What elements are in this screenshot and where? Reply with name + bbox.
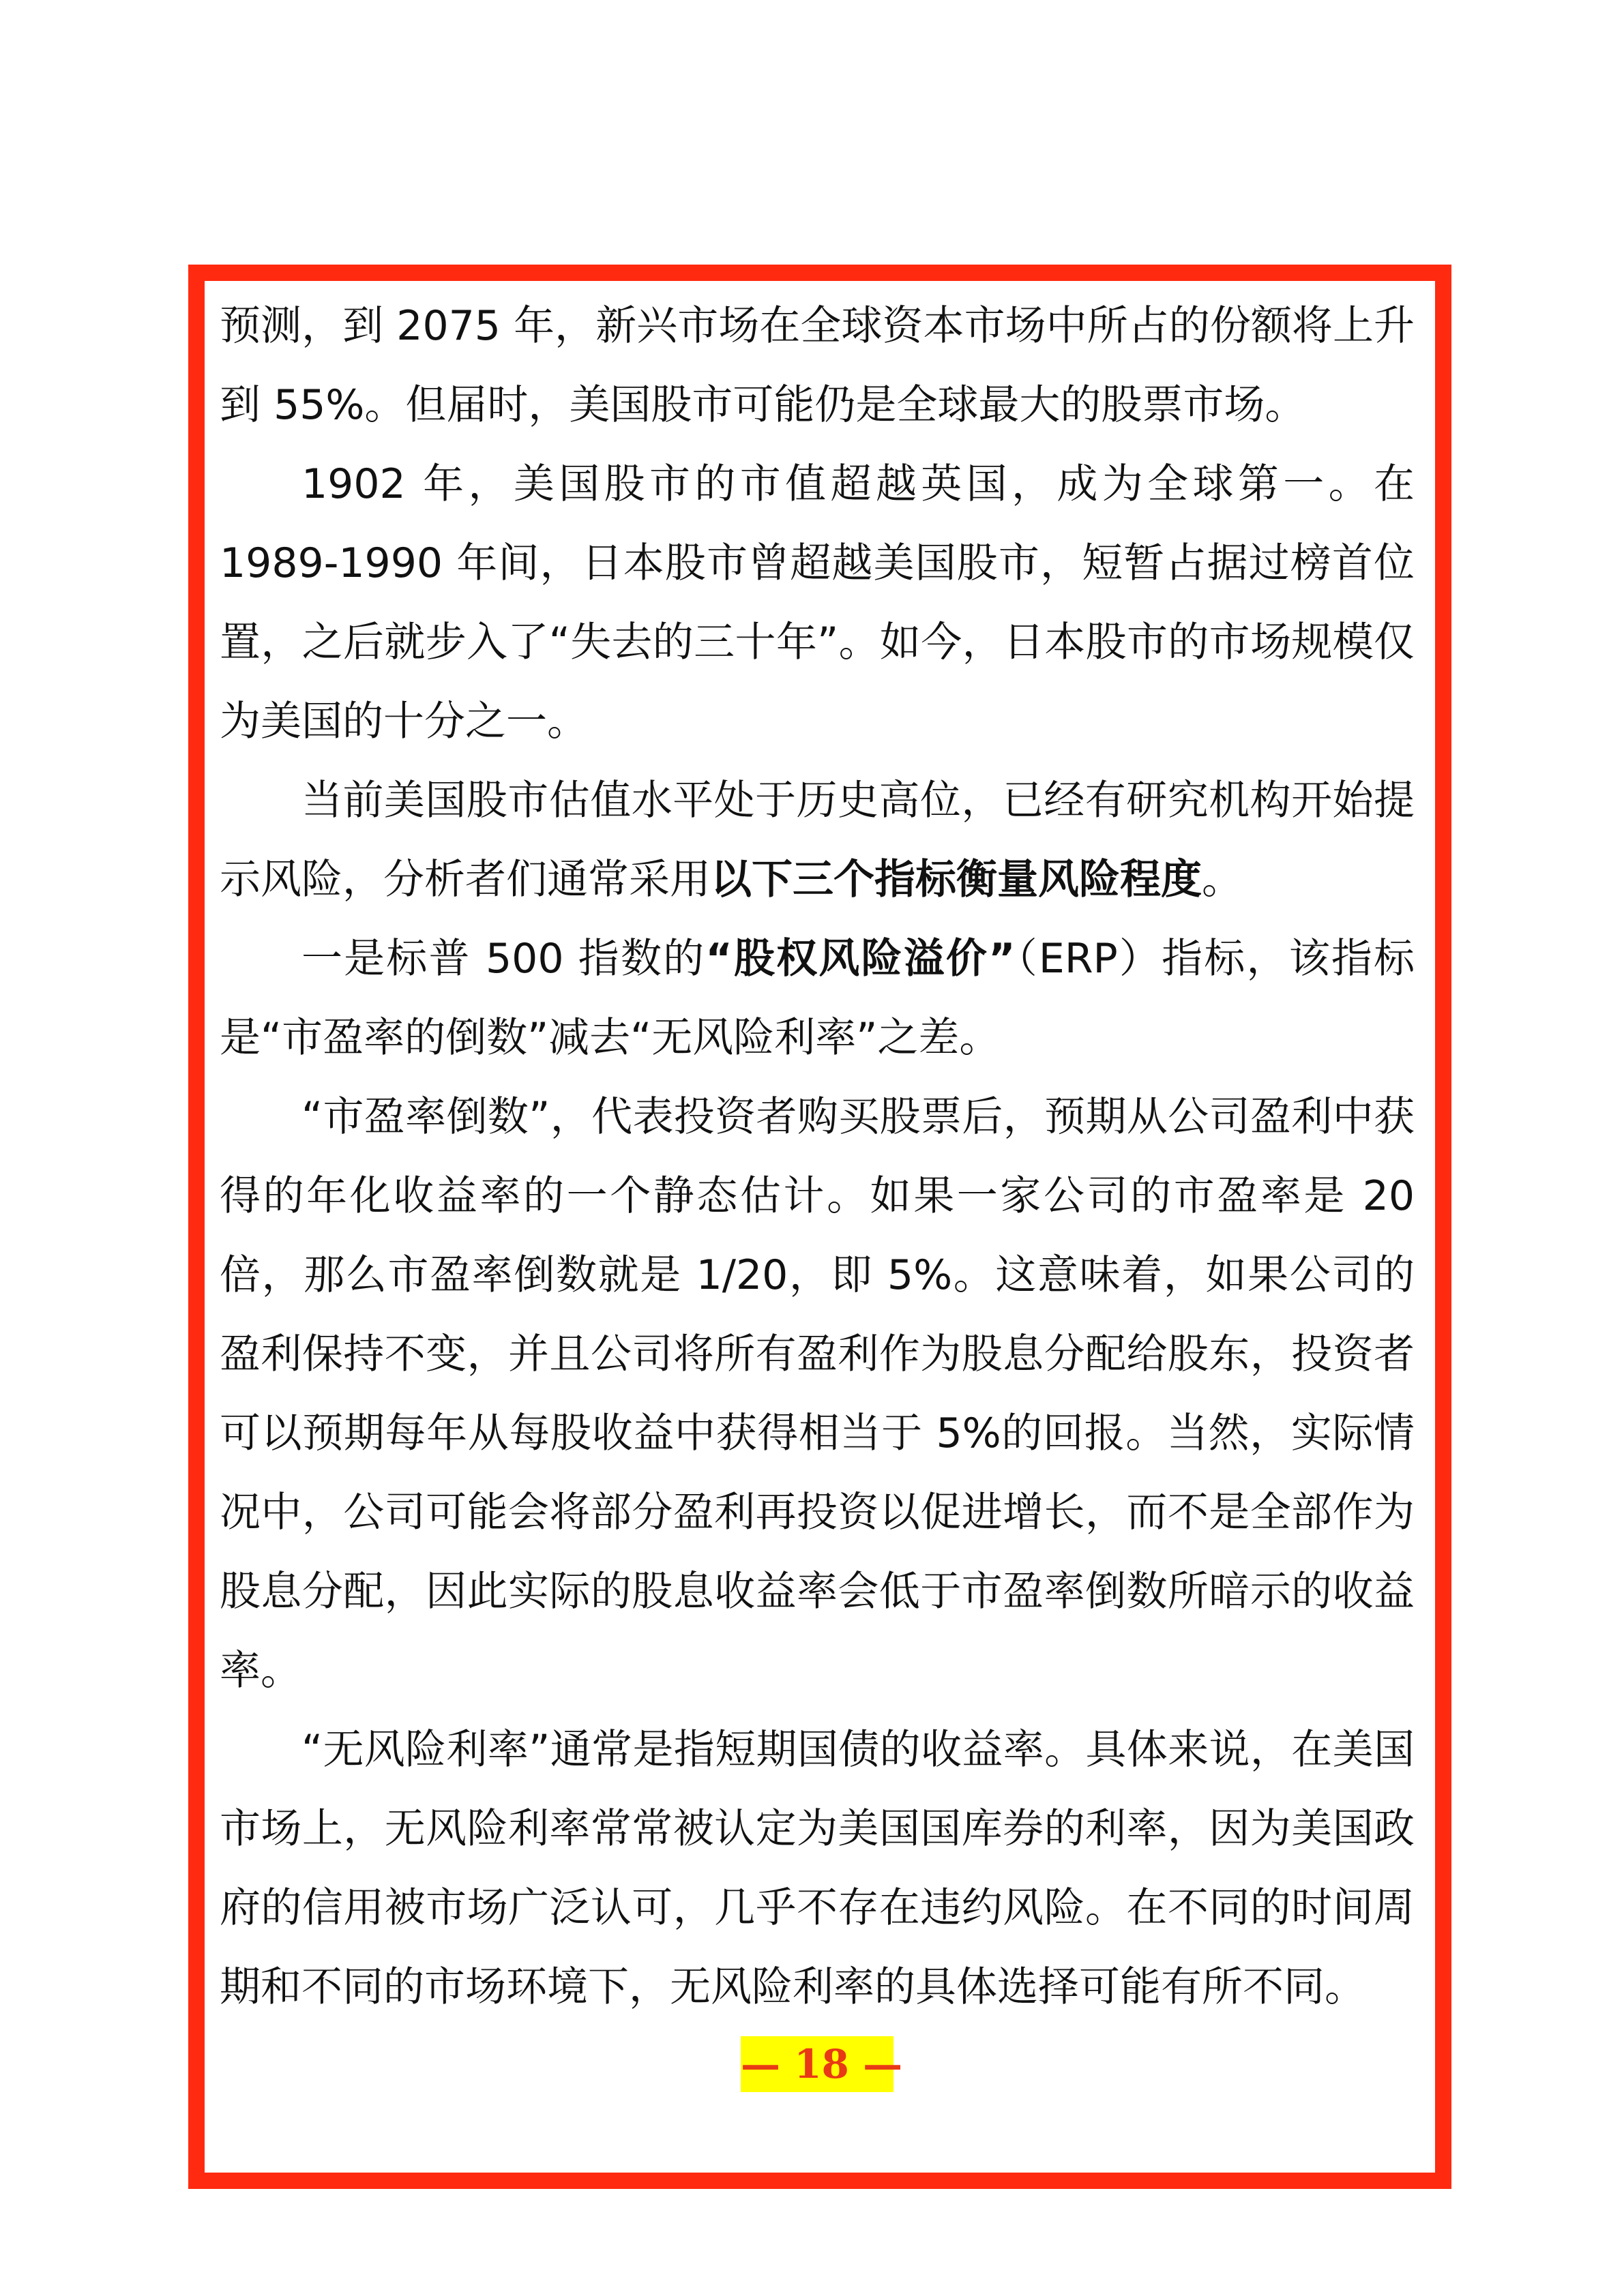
paragraph-4-text-end: （ERP）指标，该指标是“市盈率的倒数”减去“无风险利率”之差。 [220, 935, 1415, 1062]
paragraph-5-text: “市盈率倒数”，代表投资者购买股票后，预期从公司盈利中获得的年化收益率的一个静态估计。如果一家公司的市盈率是 20倍，那么市盈率倒数就是 1/20，即 5%。这意味着，如果公司的盈利保持不变，并且公司将所有盈利作为股息分配给股东，投资者可以预期每年从每股收益中获得相当于 5%的回报。当然，实际情况中，公司可能会将部分盈利再投资以促进增长，而不是全部作为股息分配，因此实际的股息收益率会低于市盈率倒数所暗示的收益率。 [220, 1093, 1415, 1695]
paragraph-5 [220, 1077, 1415, 1710]
paragraph-2-text: 1902 年，美国股市的市值超越英国，成为全球第一。在1989-1990 年间，日本股市曾超越美国股市，短暂占据过榜首位置，之后就步入了“失去的三十年”。如今，日本股市的市场规模仅为美国的十分之一。 [220, 460, 1415, 745]
document-body [220, 286, 1415, 2027]
paragraph-3-text-end: 。 [1202, 856, 1243, 904]
paragraph-4 [220, 919, 1415, 1077]
paragraph-1 [220, 286, 1415, 445]
paragraph-4-bold-term: “股权风险溢价” [705, 935, 1016, 983]
page-number: — 18 — [741, 2036, 894, 2092]
paragraph-6 [220, 1710, 1415, 2027]
paragraph-3-bold-emphasis: 以下三个指标衡量风险程度 [711, 856, 1202, 904]
paragraph-3-text-start: 当前美国股市估值水平处于历史高位，已经有研究机构开始提示风险，分析者们通常采用 [220, 777, 1415, 904]
paragraph-6-text: “无风险利率”通常是指短期国债的收益率。具体来说，在美国市场上，无风险利率常常被认定为美国国库券的利率，因为美国政府的信用被市场广泛认可，几乎不存在违约风险。在不同的时间周期和不同的市场环境下，无风险利率的具体选择可能有所不同。 [220, 1726, 1415, 2011]
paragraph-3 [220, 761, 1415, 919]
paragraph-4-text-start: 一是标普 500 指数的 [301, 935, 706, 983]
paragraph-2 [220, 445, 1415, 761]
paragraph-1-text: 预测，到 2075 年，新兴市场在全球资本市场中所占的份额将上升到 55%。但届时，美国股市可能仍是全球最大的股票市场。 [220, 302, 1415, 429]
